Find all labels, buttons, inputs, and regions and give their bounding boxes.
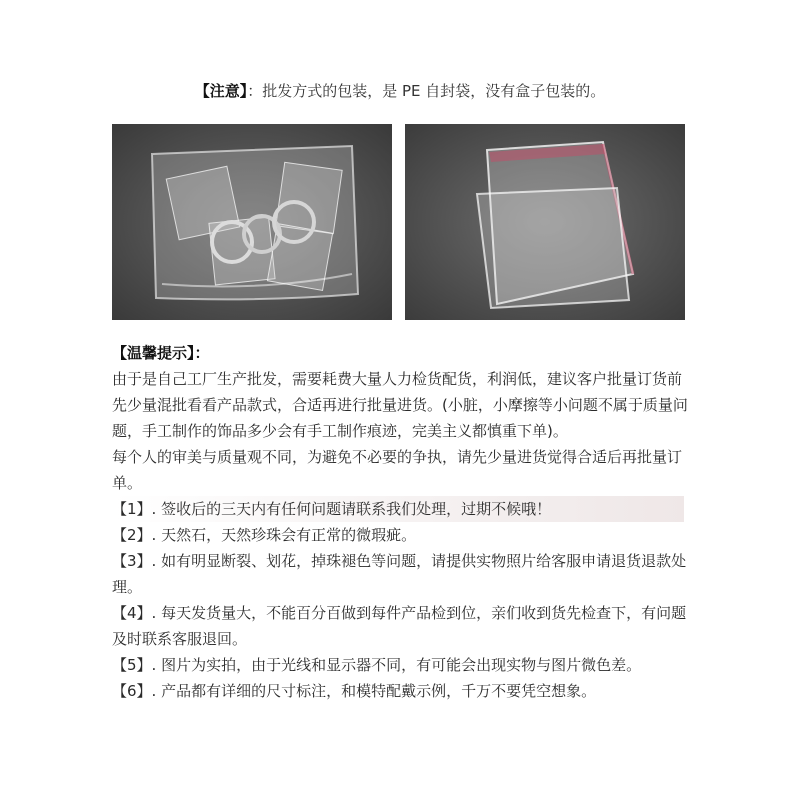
tips-item-1-text: 【1】. 签收后的三天内有任何问题请联系我们处理，过期不候哦！ [112,496,684,522]
tips-item-3: 【3】. 如有明显断裂、划花，掉珠褪色等问题，请提供实物照片给客服申请退货退款处理。 [112,552,687,596]
tips-item-2: 【2】. 天然石，天然珍珠会有正常的微瑕疵。 [112,526,417,544]
photo-small-bags-with-rings [112,124,392,320]
tips-item-1 [112,496,692,522]
photo-pe-seal-bag [405,124,685,320]
notice-line [0,80,800,101]
tips-paragraph-1: 由于是自己工厂生产批发，需要耗费大量人力检货配货，利润低，建议客户批量订货前先少量混批看看产品款式，合适再进行批量进货。(小脏，小摩擦等小问题不属于质量问题，手工制作的饰品多少会有手工制作痕迹，完美主义都慎重下单)。 [112,370,688,440]
tips-item-5: 【5】. 图片为实拍，由于光线和显示器不同，有可能会出现实物与图片微色差。 [112,656,642,674]
tips-item-6: 【6】. 产品都有详细的尺寸标注，和模特配戴示例，千万不要凭空想象。 [112,682,597,700]
tips-section [112,340,692,704]
tips-heading: 【温馨提示】： [112,344,210,362]
notice-label: 【注意】 [194,82,248,100]
tips-paragraph-2: 每个人的审美与质量观不同，为避免不必要的争执，请先少量进货觉得合适后再批量订单。 [112,448,683,492]
tips-item-4: 【4】. 每天发货量大，不能百分百做到每件产品检到位，亲们收到货先检查下，有问题及时联系客服退回。 [112,604,687,648]
notice-text: ：批发方式的包装，是 PE 自封袋，没有盒子包装的。 [247,82,606,100]
